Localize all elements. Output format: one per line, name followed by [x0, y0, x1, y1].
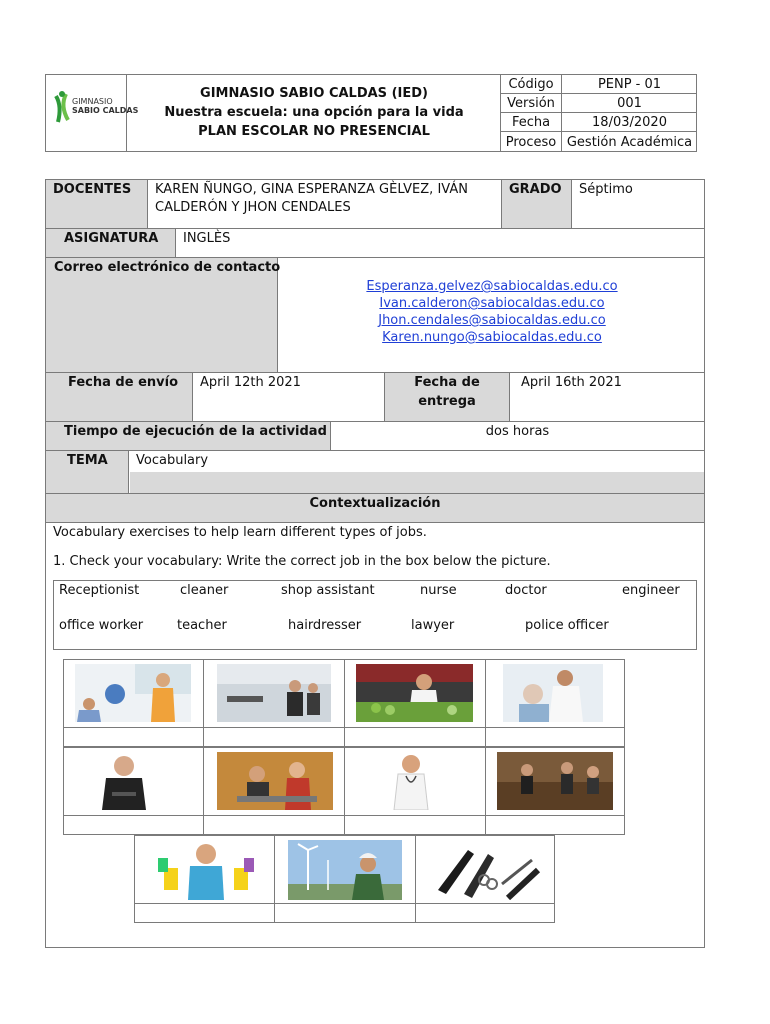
context-label: Contextualización [309, 496, 441, 511]
entrega-label-line1: Fecha de [414, 375, 480, 390]
engineer-photo [288, 840, 402, 900]
correo-label: Correo electrónico de contacto [54, 260, 281, 275]
email-esperanza[interactable]: Esperanza.gelvez@sabiocaldas.edu.co [366, 279, 618, 294]
tema-value: Vocabulary [136, 453, 209, 468]
tema-label: TEMA [67, 453, 108, 468]
word-office-worker: office worker [59, 618, 144, 633]
tiempo-value: dos horas [485, 424, 550, 439]
meta-label-codigo: Código [508, 76, 554, 92]
email-karen[interactable]: Karen.nungo@sabiocaldas.edu.co [382, 330, 602, 345]
school-name: GIMNASIO SABIO CALDAS (IED) [200, 86, 428, 101]
meta-table [501, 74, 697, 152]
word-bank [53, 580, 697, 650]
plan-title: PLAN ESCOLAR NO PRESENCIAL [198, 124, 430, 139]
word-doctor: doctor [505, 583, 547, 598]
meta-label-fecha: Fecha [511, 114, 551, 130]
word-engineer: engineer [622, 583, 680, 598]
hairdresser-photo [428, 840, 544, 900]
doctor-photo [503, 664, 603, 722]
school-slogan: Nuestra escuela: una opción para la vida [164, 105, 464, 120]
asignatura-value: INGLÈS [183, 231, 231, 246]
word-police-officer: police officer [525, 618, 609, 633]
entrega-label-line2: entrega [418, 394, 476, 409]
asignatura-label: ASIGNATURA [64, 231, 159, 246]
intro-text: Vocabulary exercises to help learn different types of jobs. [53, 525, 427, 540]
entrega-value: April 16th 2021 [521, 375, 622, 390]
cleaner-photo [150, 838, 262, 900]
instruction-text: 1. Check your vocabulary: Write the correct job in the box below the picture. [53, 554, 551, 569]
docentes-label: DOCENTES [53, 182, 132, 197]
email-ivan[interactable]: Ivan.calderon@sabiocaldas.edu.co [379, 296, 605, 311]
shop-assistant-photo [356, 664, 473, 722]
word-nurse: nurse [420, 583, 457, 598]
docentes-value-line2: CALDERÓN Y JHON CENDALES [155, 200, 351, 215]
word-receptionist: Receptionist [59, 583, 140, 598]
meta-label-version: Versión [507, 95, 555, 111]
email-jhon[interactable]: Jhon.cendales@sabiocaldas.edu.co [378, 313, 606, 328]
meta-value-codigo: PENP - 01 [597, 76, 662, 92]
tiempo-label: Tiempo de ejecución de la actividad [64, 424, 327, 439]
word-lawyer: lawyer [411, 618, 455, 633]
word-cleaner: cleaner [180, 583, 229, 598]
logo-text-line1: GIMNASIO [72, 97, 113, 106]
lawyer-photo [497, 752, 613, 810]
police-officer-photo [90, 752, 158, 810]
word-teacher: teacher [177, 618, 227, 633]
logo-text-line2: SABIO CALDAS [72, 106, 139, 115]
teacher-photo [75, 664, 191, 722]
meta-value-proceso: Gestión Académica [566, 134, 693, 150]
word-shop-assistant: shop assistant [281, 583, 375, 598]
meta-value-fecha: 18/03/2020 [592, 114, 667, 130]
meta-value-version: 001 [617, 95, 642, 111]
nurse-photo [386, 752, 436, 810]
grado-value: Séptimo [579, 182, 633, 197]
office-worker-photo [217, 664, 331, 722]
docentes-value-line1: KAREN ÑUNGO, GINA ESPERANZA GÈLVEZ, IVÁN [155, 182, 468, 197]
envio-label: Fecha de envío [68, 375, 179, 390]
word-hairdresser: hairdresser [288, 618, 362, 633]
receptionist-photo [217, 752, 333, 810]
envio-value: April 12th 2021 [200, 375, 301, 390]
meta-label-proceso: Proceso [505, 134, 557, 150]
tema-value-gray [130, 472, 704, 493]
grado-label: GRADO [509, 182, 562, 197]
